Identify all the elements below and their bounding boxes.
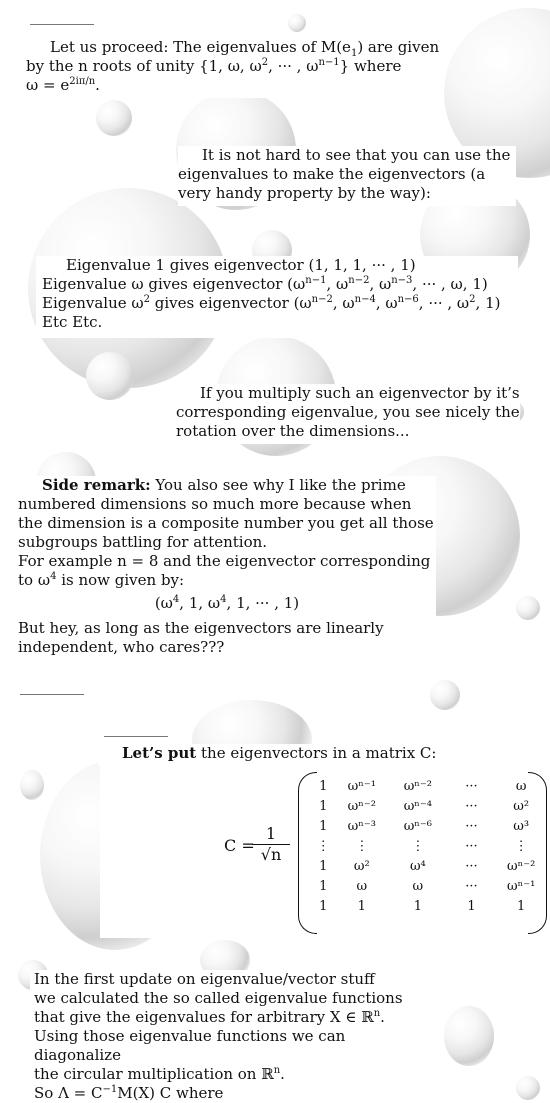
matrix-cell: ··· xyxy=(465,798,478,814)
bubble xyxy=(516,1076,540,1100)
p2-text: It is not hard to see that you can use the eigenvalues to make the eigenvectors (a very handy property by the way): xyxy=(178,146,511,202)
matrix-cell: ω⁴ xyxy=(409,858,426,874)
matrix-cell: 1 xyxy=(319,858,328,874)
matrix-cell: ω xyxy=(515,778,527,794)
matrix-cell: ⋮ xyxy=(316,838,330,854)
bubble xyxy=(430,680,460,710)
matrix-cell: ⋮ xyxy=(514,838,528,854)
paragraph-matrix-intro xyxy=(98,744,438,766)
matrix-cell: ··· xyxy=(465,778,478,794)
paragraph-rotation xyxy=(176,384,520,444)
matrix-cell: ωⁿ⁻⁴ xyxy=(403,798,432,814)
matrix-cell: 1 xyxy=(319,818,328,834)
fraction-denominator: √n xyxy=(260,845,282,864)
bubble xyxy=(20,770,44,800)
bubble xyxy=(96,100,132,136)
p7-line1: In the first update on eigenvalue/vector stuff xyxy=(34,970,375,988)
matrix-cell: ··· xyxy=(465,838,478,854)
matrix-cell: ⋮ xyxy=(411,838,425,854)
matrix-cell: ωⁿ⁻¹ xyxy=(507,878,536,894)
bubble xyxy=(86,352,134,400)
paragraph-eigenvectors-intro xyxy=(178,146,516,206)
matrix-cell: ωⁿ⁻⁶ xyxy=(403,818,432,834)
bubble xyxy=(444,1006,494,1066)
matrix-cell: 1 xyxy=(319,778,328,794)
fraction-numerator: 1 xyxy=(252,824,290,845)
p7-line3: that give the eigenvalues for arbitrary X ∈ ℝ$^n$. xyxy=(34,1008,385,1026)
matrix-row xyxy=(310,896,548,916)
bubble xyxy=(288,14,306,32)
matrix-row xyxy=(310,836,548,856)
matrix-cell: 1 xyxy=(357,898,366,914)
p3-line1: Eigenvalue 1 gives eigenvector (1, 1, 1, ··· , 1) xyxy=(66,256,416,274)
p5-text1: Side remark: You also see why I like the prime numbered dimensions so much more because when the dimension is a composite number you get all those subgroups battling for attention. xyxy=(18,476,434,551)
p1-line3: $\omega = e^{2i\pi/n}$. xyxy=(26,76,100,94)
matrix-cell: ωⁿ⁻² xyxy=(403,778,432,794)
separator-rule xyxy=(30,24,94,25)
matrix-table xyxy=(310,776,548,916)
matrix-cell: ωⁿ⁻³ xyxy=(347,818,376,834)
matrix-cell: ωⁿ⁻² xyxy=(347,798,376,814)
matrix-cell: ω² xyxy=(513,798,530,814)
matrix-row xyxy=(310,776,548,796)
matrix-fraction xyxy=(252,824,290,864)
matrix-cell: 1 xyxy=(319,898,328,914)
matrix-cell: ω² xyxy=(353,858,370,874)
matrix-cell: 1 xyxy=(467,898,476,914)
matrix-cell: ⋮ xyxy=(355,838,369,854)
matrix-row xyxy=(310,796,548,816)
p6-text: Let’s put the eigenvectors in a matrix C: xyxy=(122,744,437,762)
matrix-cell: ··· xyxy=(465,878,478,894)
matrix-cell: 1 xyxy=(319,878,328,894)
p3-line2: Eigenvalue ω gives eigenvector ($\omega^{n-1}$, $\omega^{n-2}$, $\omega^{n-3}$, ··· , ω, 1) xyxy=(42,275,488,293)
matrix-row xyxy=(310,816,548,836)
bubble xyxy=(516,596,540,620)
matrix-cell: ωⁿ⁻¹ xyxy=(347,778,376,794)
paragraph-side-remark xyxy=(14,476,436,668)
paragraph-diagonalize xyxy=(30,970,434,1102)
p3-line4: Etc Etc. xyxy=(42,313,103,331)
matrix-cell: ω xyxy=(356,878,368,894)
matrix-cell: ω xyxy=(412,878,424,894)
matrix-cell: 1 xyxy=(319,798,328,814)
separator-rule xyxy=(20,694,84,695)
p5-text2: But hey, as long as the eigenvectors are linearly independent, who cares??? xyxy=(18,619,384,656)
matrix-label: C = xyxy=(224,836,255,855)
separator-rule xyxy=(104,736,168,737)
p7-line2: we calculated the so called eigenvalue functions xyxy=(34,989,403,1007)
matrix-cell: 1 xyxy=(413,898,422,914)
p1-line1: Let us proceed: The eigenvalues of $M(e_1)$ are given xyxy=(50,38,440,59)
p7-line6: So $\Lambda = C^{-1}M(X)$ C where xyxy=(34,1084,224,1102)
matrix-cell: ··· xyxy=(465,858,478,874)
p7-line5: the circular multiplication on ℝ$^n$. xyxy=(34,1065,285,1083)
matrix-row xyxy=(310,876,548,896)
p5-vector: ($\omega^4$, 1, $\omega^4$, 1, ··· , 1) xyxy=(154,594,300,612)
p1-line2: by the n roots of unity {1, ω, $\omega^2$, ··· , $\omega^{n-1}$} where xyxy=(26,57,402,75)
p4-text: If you multiply such an eigenvector by it’s corresponding eigenvalue, you see nicely the rotation over the dimensions... xyxy=(176,384,520,440)
matrix-cell: 1 xyxy=(517,898,526,914)
p7-line4: Using those eigenvalue functions we can diagonalize xyxy=(34,1027,346,1064)
matrix-row xyxy=(310,856,548,876)
matrix-cell: ω³ xyxy=(513,818,530,834)
matrix-cell: ωⁿ⁻² xyxy=(507,858,536,874)
matrix-cell: ··· xyxy=(465,818,478,834)
paragraph-eigenvector-list xyxy=(36,256,518,338)
p3-line3: Eigenvalue $\omega^2$ gives eigenvector ($\omega^{n-2}$, $\omega^{n-4}$, $\omega^{n-6}$, ··· , $\omega^2$, 1) xyxy=(42,294,501,312)
paragraph-eigenvalues xyxy=(26,38,440,98)
p5-example-b: to $\omega^4$ is now given by: xyxy=(18,571,185,589)
matrix-c xyxy=(100,766,548,938)
p5-example-a: For example n = 8 and the eigenvector corresponding xyxy=(18,552,431,570)
